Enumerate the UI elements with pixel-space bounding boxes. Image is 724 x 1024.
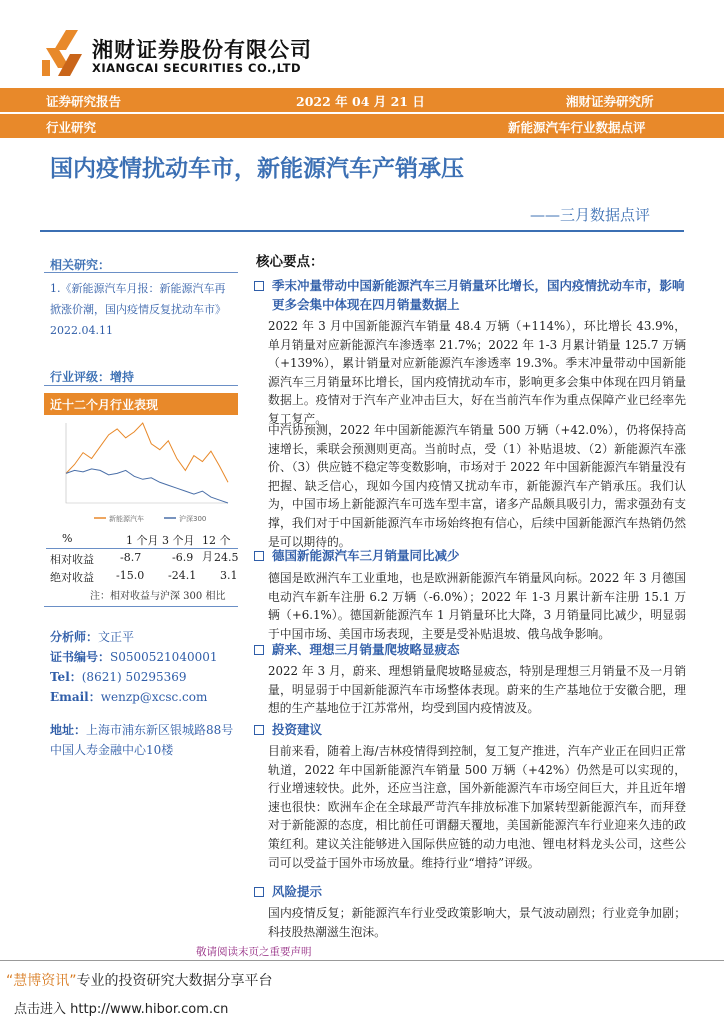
email-label: Email： bbox=[50, 690, 101, 704]
bullet-investment bbox=[254, 720, 322, 738]
perf-cell: -24.1 bbox=[168, 569, 197, 582]
perf-header-cell: 12 个月 bbox=[202, 534, 231, 563]
footer-divider bbox=[0, 960, 724, 961]
analyst-label: 分析师： bbox=[50, 630, 99, 644]
footer-brand-line bbox=[6, 970, 273, 990]
square-bullet-icon bbox=[254, 551, 264, 561]
report-title: 国内疫情扰动车市，新能源汽车产销承压 bbox=[50, 155, 464, 182]
bullet-germany bbox=[254, 546, 460, 564]
key-points-heading: 核心要点： bbox=[256, 254, 324, 270]
email-line bbox=[50, 688, 207, 705]
title-divider bbox=[40, 230, 684, 232]
perf-cell: -15.0 bbox=[116, 569, 145, 582]
paragraph-china-sales-2: 中汽协预测，2022 年中国新能源汽车销量 500 万辆（+42.0%），仍将保持高速增长，乘联会预测则更高。当前时点，受（1）补贴退坡、（2）新能源汽车涨价、（3）供应链不稳定等变数影响，市场对于 2022 年中国新能源汽车销量没有把握、缺乏信心，现如今国内疫情又扰动车市，新能源汽车产销承压。我们认为，中国市场上新能源汽车可选车型丰富，诸多产品颇具吸引力，需求强劲有支撑，我们对于中国新能源汽车市场始终抱有信心，后续中国新能源汽车热销仍然是可以期待的。 bbox=[268, 423, 686, 549]
report-category: 行业研究 bbox=[46, 120, 97, 135]
company-name-cn: 湘财证券股份有限公司 bbox=[92, 38, 312, 62]
report-type: 证券研究报告 bbox=[46, 94, 122, 109]
footer-link[interactable]: 点击进入 http://www.hibor.com.cn bbox=[14, 1002, 229, 1017]
table-bottom-divider bbox=[44, 606, 238, 607]
perf-cell: 绝对收益 bbox=[50, 571, 94, 584]
report-date: 2022 年 04 月 21 日 bbox=[296, 94, 425, 109]
perf-header-cell: % bbox=[62, 532, 73, 545]
license-line bbox=[50, 648, 218, 665]
footer-brand: “慧博资讯” bbox=[6, 973, 77, 989]
perf-header-cell: 3 个月 bbox=[162, 534, 195, 547]
square-bullet-icon bbox=[254, 645, 264, 655]
license-label: 证书编号： bbox=[50, 650, 111, 664]
chart-series-line-1 bbox=[66, 469, 228, 503]
paragraph-investment: 目前来看，随着上海/吉林疫情得到控制，复工复产推进，汽车产业正在回归正常轨道，2022 年中国新能源汽车销量 500 万辆（+42%）仍然是可以实现的，行业增速较快。此外，还应当注意，国外新能源汽车市场空间巨大，并且近年增速也很快：欧洲车企在全球最严苛汽车排放标准下加紧转型新能源汽车，而拜登对于新能源的态度，相比前任可谓翻天覆地，美国新能源汽车行业迎来久违的政策红利。建议关注能够进入国际供应链的动力电池、锂电材料龙头公司，这些公司可以受益于国外市场放量。维持行业“增持”评级。 bbox=[268, 744, 686, 870]
perf-row-absolute bbox=[46, 567, 238, 585]
perf-header-cell: 1 个月 bbox=[126, 534, 159, 547]
perf-row-relative bbox=[46, 549, 238, 567]
perf-cell: 24.5 bbox=[214, 551, 239, 564]
email-link[interactable]: wenzp@xcsc.com bbox=[100, 690, 208, 704]
tel-label: Tel： bbox=[50, 670, 82, 684]
related-divider bbox=[44, 272, 238, 273]
bullet-title: 蔚来、理想三月销量爬坡略显疲态 bbox=[272, 642, 460, 657]
header-band-primary bbox=[0, 88, 724, 112]
chart-axes bbox=[66, 423, 228, 503]
bullet-risk bbox=[254, 882, 322, 900]
perf-cell: 3.1 bbox=[220, 569, 238, 582]
perf-cell: 相对收益 bbox=[50, 553, 94, 566]
paragraph-germany: 德国是欧洲汽车工业重地，也是欧洲新能源汽车销量风向标。2022 年 3 月德国电动汽车新车注册 6.2 万辆（-6.0%）；2022 年 1-3 月累计新车注册 15.1 万辆（+6.1%）。德国新能源汽车 1 月销量环比大降，3 月销量同比减少，明显弱于中国市场、美国市场表现，主要是受补贴退坡、俄乌战争影响。 bbox=[268, 571, 686, 641]
square-bullet-icon bbox=[254, 887, 264, 897]
performance-table bbox=[46, 530, 238, 585]
address-line bbox=[50, 720, 240, 760]
footer-slogan: 专业的投资研究大数据分享平台 bbox=[76, 973, 273, 989]
related-research-label: 相关研究： bbox=[50, 258, 111, 272]
header-band-secondary bbox=[0, 114, 724, 138]
square-bullet-icon bbox=[254, 725, 264, 735]
chart-legend-label: 沪深300 bbox=[179, 515, 207, 523]
analyst-line bbox=[50, 628, 134, 645]
address-label: 地址： bbox=[50, 723, 87, 737]
bullet-title: 投资建议 bbox=[272, 722, 323, 737]
chart-series-line-0 bbox=[66, 423, 228, 482]
bullet-title: 德国新能源汽车三月销量同比减少 bbox=[272, 548, 460, 563]
analyst-name: 文正平 bbox=[98, 630, 135, 644]
tel-line bbox=[50, 668, 187, 685]
company-name-en: XIANGCAI SECURITIES CO.,LTD bbox=[92, 61, 302, 75]
bullet-nio-li bbox=[254, 640, 460, 658]
license-number: S0500521040001 bbox=[110, 650, 218, 664]
paragraph-risk: 国内疫情反复；新能源汽车行业受政策影响大，景气波动剧烈；行业竞争加剧；科技股热潮滋生泡沫。 bbox=[268, 906, 686, 939]
bullet-title: 季末冲量带动中国新能源汽车三月销量环比增长，国内疫情扰动车市，影响更多会集中体现在四月销量数据上 bbox=[272, 278, 685, 312]
paragraph-nio-li: 2022 年 3 月，蔚来、理想销量爬坡略显疲态，特别是理想三月销量不及一月销量，明显弱于中国新能源汽车市场整体表现。蔚来的生产基地位于安徽合肥，理想的生产基地位于江苏常州，均受到国内疫情波及。 bbox=[268, 664, 686, 716]
square-bullet-icon bbox=[254, 281, 264, 291]
report-series: 新能源汽车行业数据点评 bbox=[508, 120, 646, 135]
report-subtitle: ——三月数据点评 bbox=[530, 206, 651, 224]
perf-table-note: 注：相对收益与沪深 300 相比 bbox=[90, 591, 226, 602]
tel-number: (8621) 50295369 bbox=[81, 670, 187, 684]
related-research-link[interactable]: 1.《新能源汽车月报：新能源汽车再掀涨价潮，国内疫情反复扰动车市》 2022.04.11 bbox=[50, 282, 226, 337]
chart-title: 近十二个月行业表现 bbox=[44, 393, 238, 415]
bullet-china-sales bbox=[254, 276, 688, 314]
perf-cell: -6.9 bbox=[172, 551, 194, 564]
address-value: 上海市浦东新区银城路88号中国人寿金融中心10楼 bbox=[50, 723, 234, 757]
bullet-title: 风险提示 bbox=[272, 884, 323, 899]
chart-legend-label: 新能源汽车 bbox=[109, 515, 144, 523]
industry-performance-chart bbox=[44, 393, 238, 529]
disclaimer-notice: 敬请阅读末页之重要声明 bbox=[196, 946, 312, 958]
company-logo-icon bbox=[40, 28, 86, 80]
industry-rating: 行业评级：增持 bbox=[50, 370, 135, 384]
paragraph-china-sales-1: 2022 年 3 月中国新能源汽车销量 48.4 万辆（+114%），环比增长 43.9%，单月销量对应新能源汽车渗透率 21.7%；2022 年 1-3 月累计销量 125.7 万辆（+139%），累计销量对应新能源汽车渗透率 19.3%。季末冲量带动中国新能源汽车三月销量环比增长，国内疫情扰动车市，影响更多会集中体现在四月销量数据上。疫情对于汽车产业冲击巨大，好在当前汽车作为重点保障产业已经率先复工复产。 bbox=[268, 319, 686, 426]
research-institute: 湘财证券研究所 bbox=[566, 94, 654, 109]
chart-canvas bbox=[44, 415, 238, 529]
perf-cell: -8.7 bbox=[120, 551, 142, 564]
rating-divider bbox=[44, 385, 238, 386]
